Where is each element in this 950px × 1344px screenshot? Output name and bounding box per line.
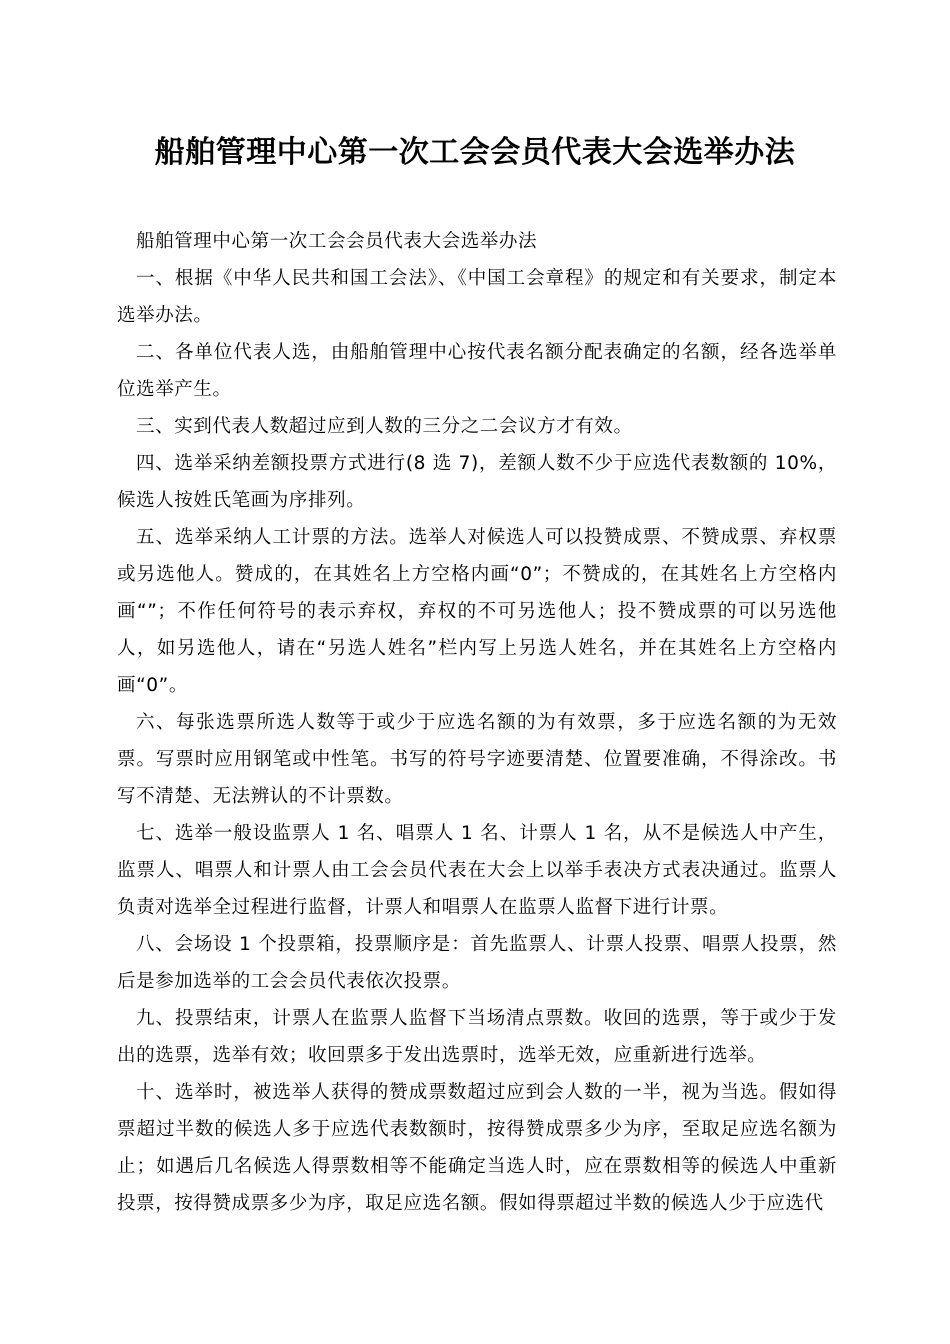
paragraph-article-2: 二、各单位代表人选，由船舶管理中心按代表名额分配表确定的名额，经各选举单位选举产生。 <box>117 342 837 400</box>
paragraph-article-5: 五、选举采纳人工计票的方法。选举人对候选人可以投赞成票、不赞成票、弃权票或另选他人。赞成的，在其姓名上方空格内画“0”；不赞成的，在其姓名上方空格内画“”；不作任何符号的表示弃权，弃权的不可另选他人；投不赞成票的可以另选他人，如另选他人，请在“另选人姓名”栏内写上另选人姓名，并在其姓名上方空格内画“0”。 <box>117 527 837 696</box>
paragraph-article-1: 一、根据《中华人民共和国工会法》、《中国工会章程》的规定和有关要求，制定本选举办法。 <box>117 268 837 326</box>
paragraph-article-6: 六、每张选票所选人数等于或少于应选名额的为有效票，多于应选名额的为无效票。写票时应用钢笔或中性笔。书写的符号字迹要清楚、位置要准确，不得涂改。书写不清楚、无法辨认的不计票数。 <box>117 712 837 807</box>
paragraph-article-8: 八、会场设 1 个投票箱，投票顺序是：首先监票人、计票人投票、唱票人投票，然后是参加选举的工会会员代表依次投票。 <box>117 934 837 992</box>
paragraph-article-4: 四、选举采纳差额投票方式进行(8 选 7)，差额人数不少于应选代表数额的 10%，候选人按姓氏笔画为序排列。 <box>117 453 837 511</box>
paragraph-article-7: 七、选举一般设监票人 1 名、唱票人 1 名、计票人 1 名，从不是候选人中产生，监票人、唱票人和计票人由工会会员代表在大会上以举手表决方式表决通过。监票人负责对选举全过程进行监督，计票人和唱票人在监票人监督下进行计票。 <box>117 823 837 918</box>
paragraph-article-3: 三、实到代表人数超过应到人数的三分之二会议方才有效。 <box>136 416 633 437</box>
paragraph-article-9: 九、投票结束，计票人在监票人监督下当场清点票数。收回的选票，等于或少于发出的选票，选举有效；收回票多于发出选票时，选举无效，应重新进行选举。 <box>117 1008 837 1066</box>
document-body <box>117 223 837 1222</box>
paragraph-subtitle: 船舶管理中心第一次工会会员代表大会选举办法 <box>136 231 538 252</box>
document-title: 船舶管理中心第一次工会会员代表大会选举办法 <box>154 135 796 170</box>
paragraph-article-10: 十、选举时，被选举人获得的赞成票数超过应到会人数的一半，视为当选。假如得票超过半数的候选人多于应选代表数额时，按得赞成票多少为序，至取足应选名额为止；如遇后几名候选人得票数相等不能确定当选人时，应在票数相等的候选人中重新投票，按得赞成票多少为序，取足应选名额。假如得票超过半数的候选人少于应选代 <box>117 1082 837 1214</box>
